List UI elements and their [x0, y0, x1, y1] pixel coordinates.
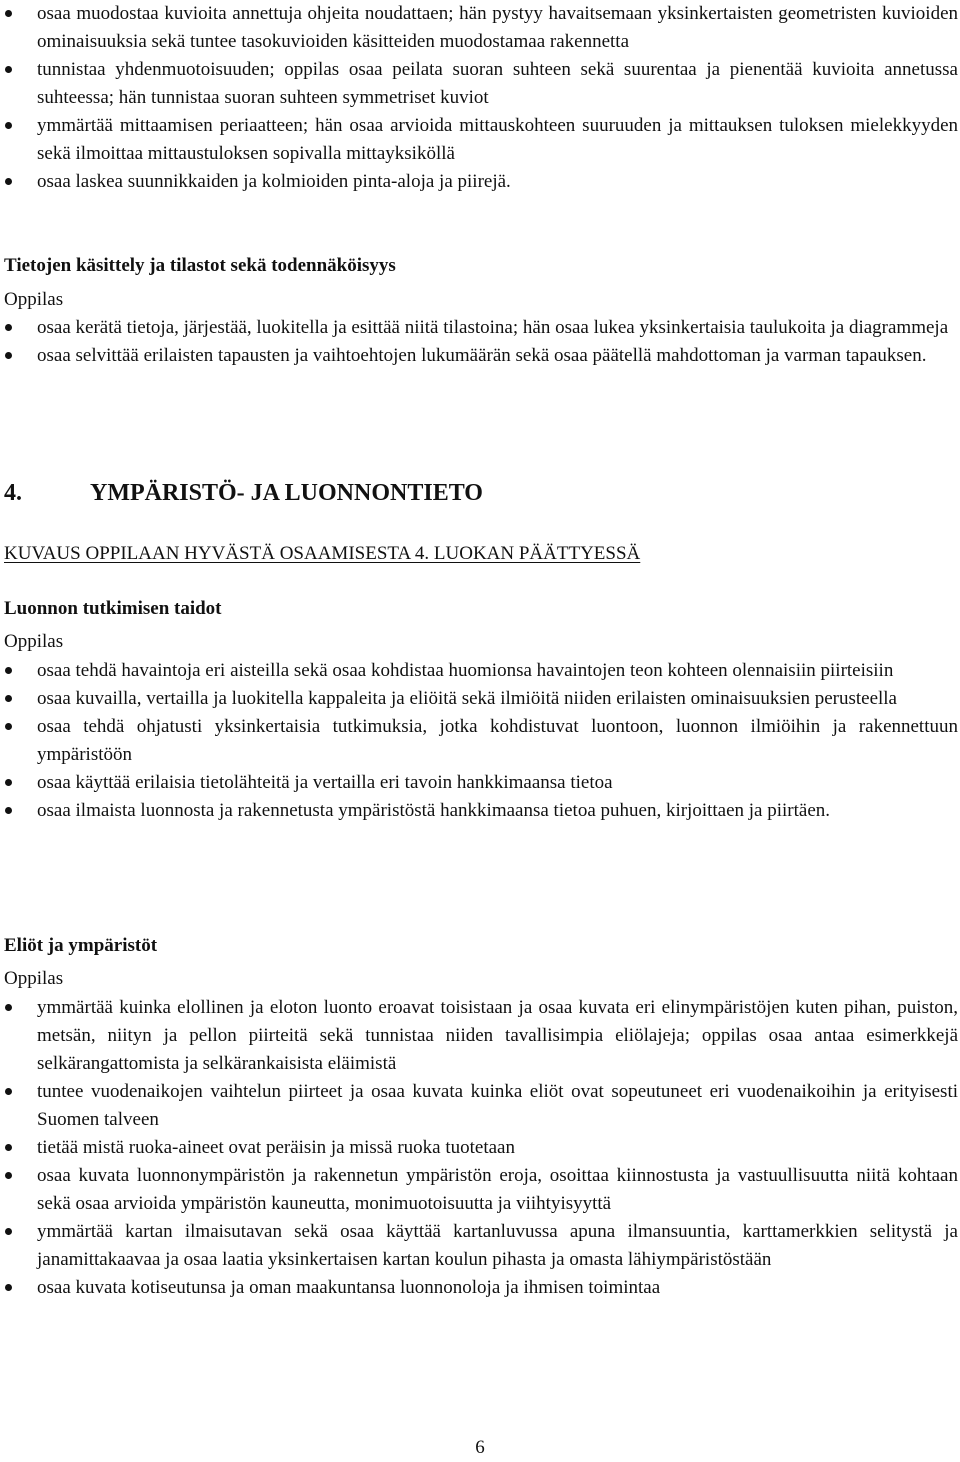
- list-item: osaa kuvata luonnonympäristön ja rakennetun ympäristön eroja, osoittaa kiinnostusta ja vastuullisuutta niitä kohtaan sekä osaa arvioida ympäristön kauneutta, monimuotoisuutta ja viihtyisyyttä: [4, 1162, 958, 1218]
- section-heading-research: Luonnon tutkimisen taidot: [4, 598, 222, 619]
- geometry-list: [4, 0, 958, 196]
- chapter-subtitle: KUVAUS OPPILAAN HYVÄSTÄ OSAAMISESTA 4. LUOKAN PÄÄTTYESSÄ: [4, 543, 641, 564]
- list-item: osaa selvittää erilaisten tapausten ja vaihtoehtojen lukumäärän sekä osaa päätellä mahdottoman ja varman tapauksen.: [4, 342, 958, 370]
- section-intro: Oppilas: [4, 289, 64, 310]
- list-item: osaa kuvailla, vertailla ja luokitella kappaleita ja eliöitä sekä ilmiöitä niiden erilaisten ominaisuuksien perusteella: [4, 685, 958, 713]
- research-list: [4, 657, 958, 825]
- list-item: ymmärtää mittaamisen periaatteen; hän osaa arvioida mittauskohteen suuruuden ja mittauksen tuloksen mielekkyyden sekä ilmoittaa mittaustuloksen sopivalla mittayksiköllä: [4, 112, 958, 168]
- statistics-list: [4, 314, 958, 370]
- list-item: osaa kuvata kotiseutunsa ja oman maakuntansa luonnonoloja ja ihmisen toimintaa: [4, 1274, 958, 1302]
- chapter-number: 4.: [4, 480, 22, 506]
- list-item: osaa kerätä tietoja, järjestää, luokitella ja esittää niitä tilastoina; hän osaa lukea yksinkertaisia taulukoita ja diagrammeja: [4, 314, 958, 342]
- list-item: tuntee vuodenaikojen vaihtelun piirteet ja osaa kuvata kuinka eliöt ovat sopeutuneet eri vuodenaikoihin ja erityisesti Suomen talveen: [4, 1078, 958, 1134]
- section-intro: Oppilas: [4, 968, 64, 989]
- organisms-list: [4, 994, 958, 1302]
- page-number: 6: [475, 1437, 485, 1458]
- chapter-title: YMPÄRISTÖ- JA LUONNONTIETO: [90, 480, 483, 506]
- list-item: ymmärtää kuinka elollinen ja eloton luonto eroavat toisistaan ja osaa kuvata eri elinympäristöjen kuten pihan, puiston, metsän, niityn ja pellon piirteitä sekä tunnistaa niiden tavallisimpia eliölajeja; oppilas osaa antaa esimerkkejä selkärangattomista ja selkärankaisista eläimistä: [4, 994, 958, 1078]
- list-item: osaa laskea suunnikkaiden ja kolmioiden pinta-aloja ja piirejä.: [4, 168, 958, 196]
- list-item: tietää mistä ruoka-aineet ovat peräisin ja missä ruoka tuotetaan: [4, 1134, 958, 1162]
- list-item: osaa ilmaista luonnosta ja rakennetusta ympäristöstä hankkimaansa tietoa puhuen, kirjoittaen ja piirtäen.: [4, 797, 958, 825]
- section-heading-organisms: Eliöt ja ympäristöt: [4, 935, 158, 956]
- section-heading-statistics: Tietojen käsittely ja tilastot sekä todennäköisyys: [4, 255, 396, 276]
- chapter-heading: [4, 479, 483, 507]
- list-item: osaa käyttää erilaisia tietolähteitä ja vertailla eri tavoin hankkimaansa tietoa: [4, 769, 958, 797]
- section-intro: Oppilas: [4, 631, 64, 652]
- list-item: osaa muodostaa kuvioita annettuja ohjeita noudattaen; hän pystyy havaitsemaan yksinkertaisten geometristen kuvioiden ominaisuuksia sekä tuntee tasokuvioiden käsitteiden muodostamaa rakennetta: [4, 0, 958, 56]
- list-item: ymmärtää kartan ilmaisutavan sekä osaa käyttää kartanluvussa apuna ilmansuuntia, karttamerkkien selitystä ja janamittakaavaa ja osaa laatia yksinkertaisen kartan koulun pihasta ja omasta lähiympäristöstään: [4, 1218, 958, 1274]
- list-item: osaa tehdä ohjatusti yksinkertaisia tutkimuksia, jotka kohdistuvat luontoon, luonnon ilmiöihin ja rakennettuun ympäristöön: [4, 713, 958, 769]
- list-item: osaa tehdä havaintoja eri aisteilla sekä osaa kohdistaa huomionsa havaintojen teon kohteen olennaisiin piirteisiin: [4, 657, 958, 685]
- list-item: tunnistaa yhdenmuotoisuuden; oppilas osaa peilata suoran suhteen sekä suurentaa ja pienentää kuvioita annetussa suhteessa; hän tunnistaa suoran suhteen symmetriset kuviot: [4, 56, 958, 112]
